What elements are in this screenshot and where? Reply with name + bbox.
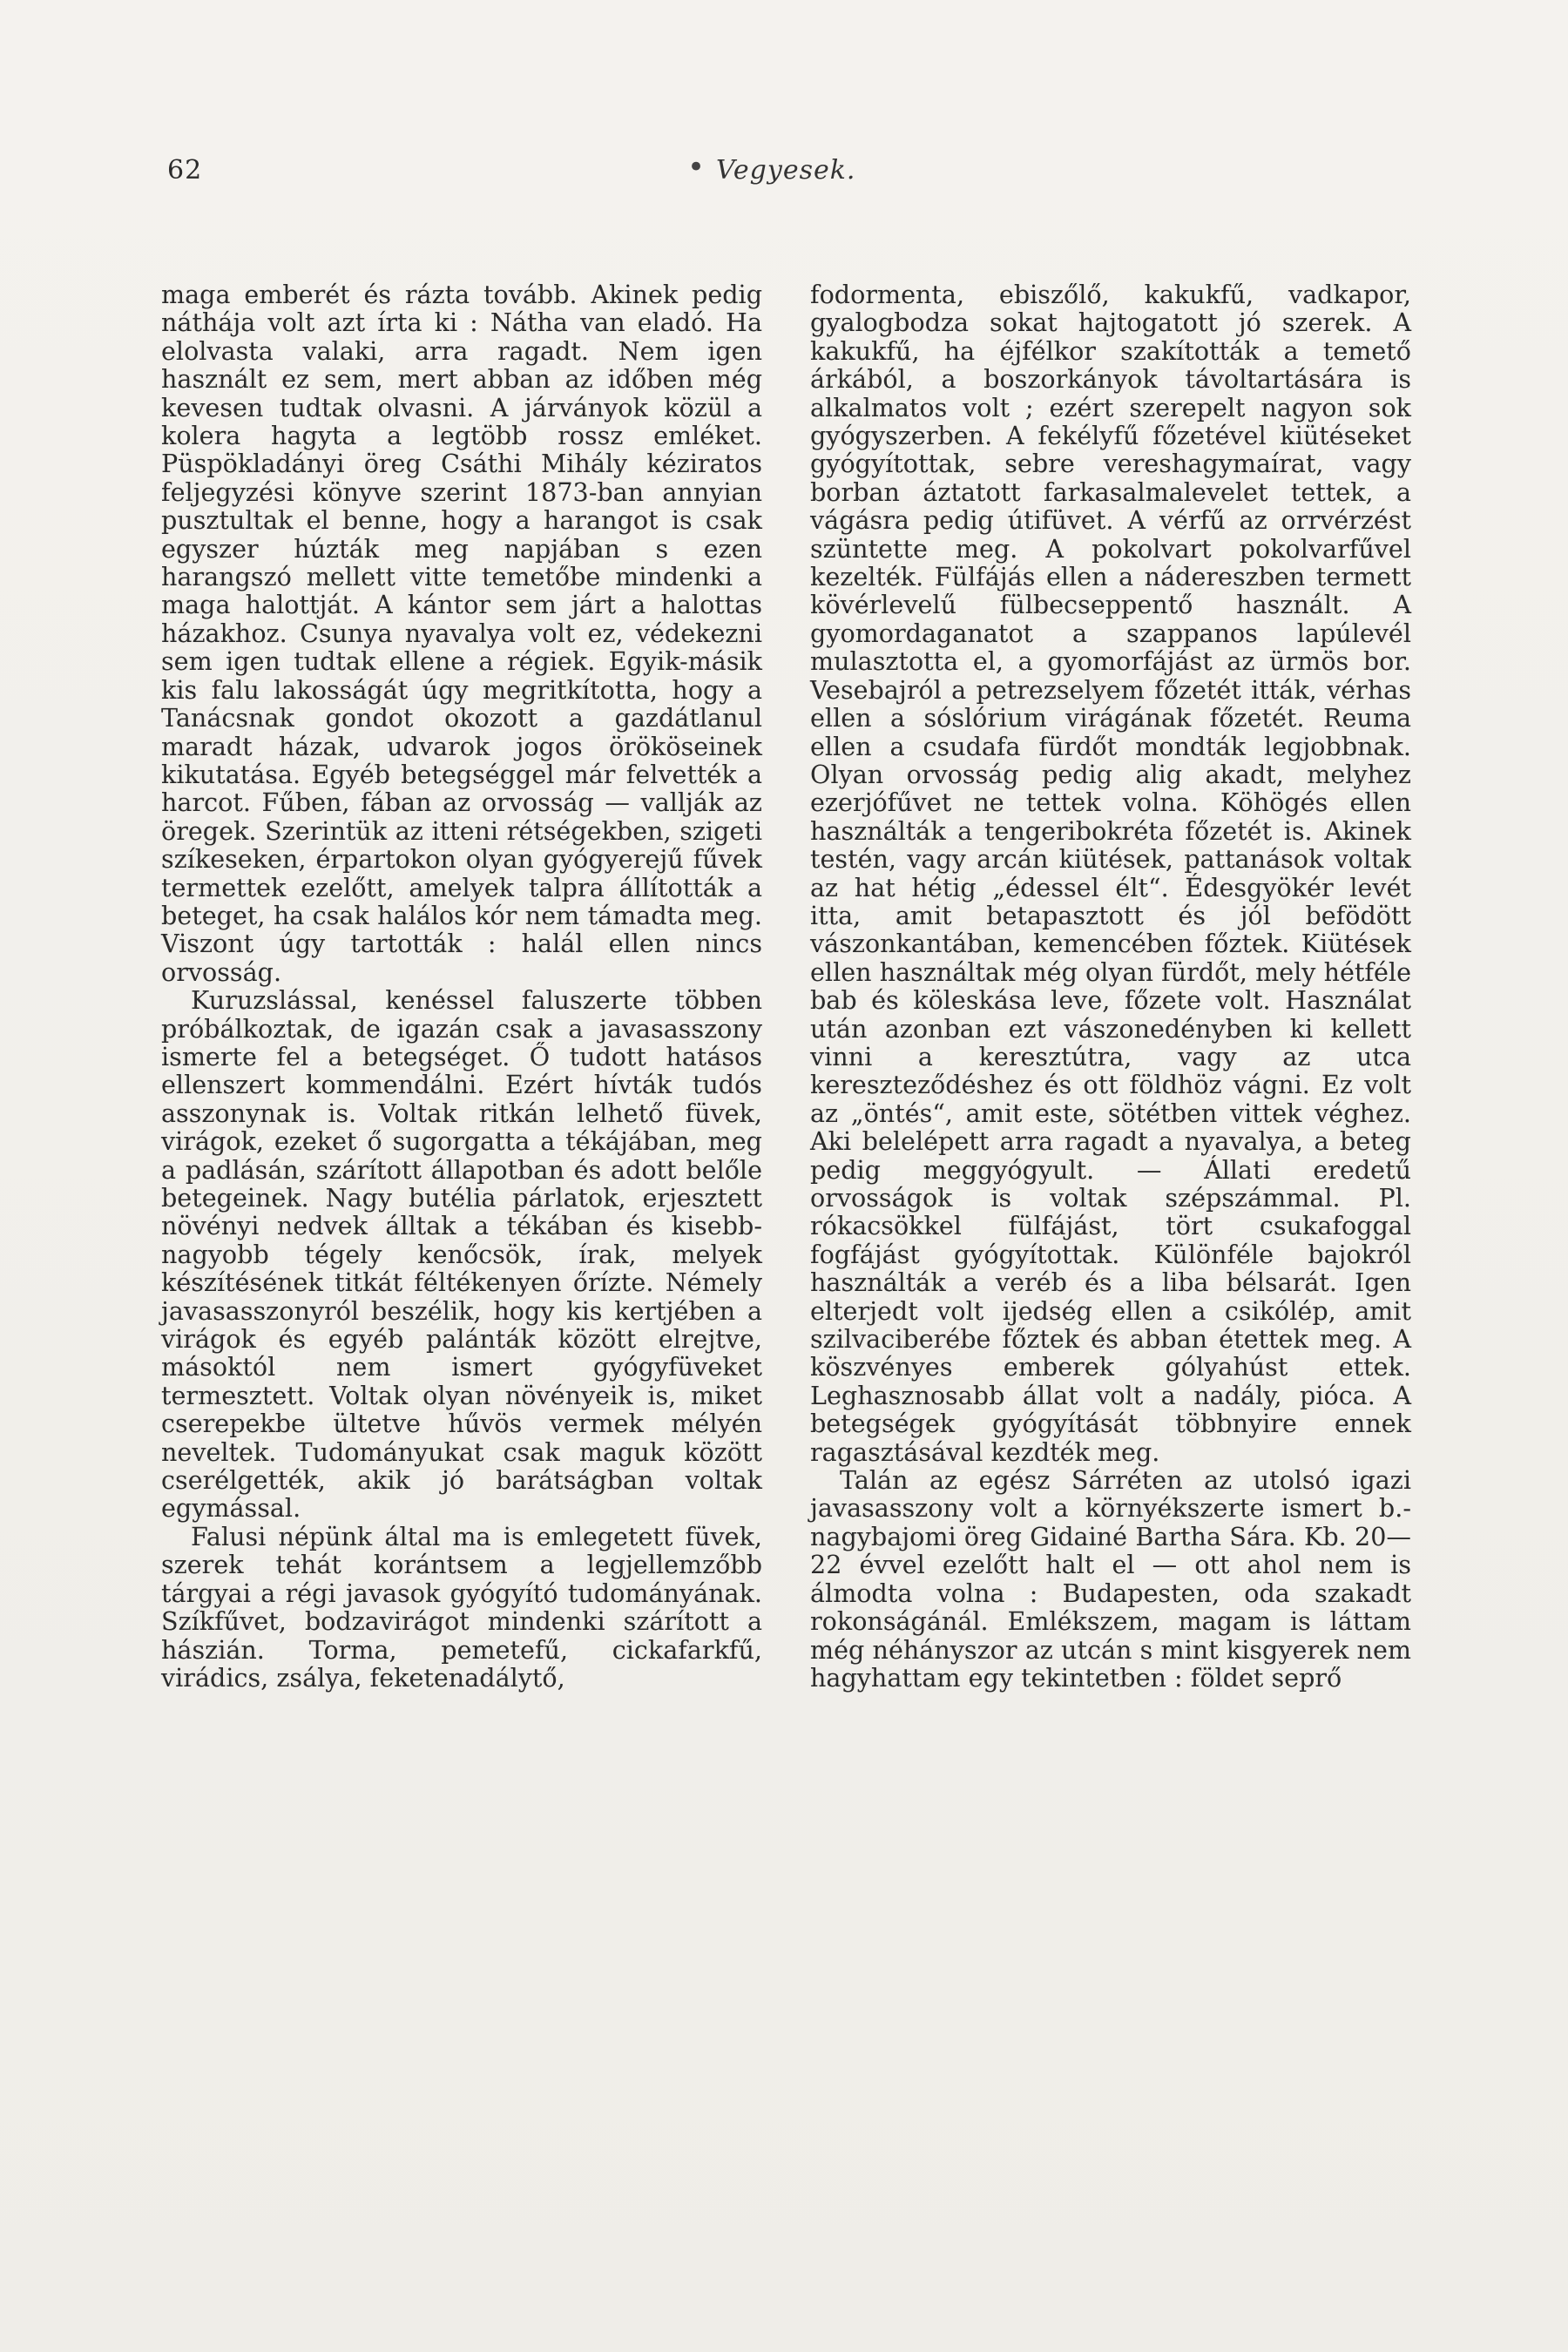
right-column [810, 280, 1411, 1692]
left-column [161, 280, 762, 1692]
paragraph: Talán az egész Sárréten az utolsó igazi javasasszony volt a környékszerte ismert b.-nagybajomi öreg Gidainé Bartha Sára. Kb. 20—22 évvel ezelőtt halt el — ott ahol nem is álmodta volna : Budapesten, oda szakadt rokonságánál. Emlékszem, magam is láttam még néhányszor az utcán s mint kisgyerek nem hagyhattam egy tekintetben : földet seprő [810, 1465, 1411, 1693]
paragraph: Falusi népünk által ma is emlegetett füvek, szerek tehát korántsem a legjellemzőbb tárgyai a régi javasok gyógyító tudományának. Szíkfűvet, bodzavirágot mindenki szárított a hászián. Torma, pemetefű, cickafarkfű, virádics, zsálya, feketenadálytő, [161, 1521, 762, 1693]
header-separator: • [687, 150, 706, 185]
paragraph: Kuruzslással, kenéssel faluszerte többen próbálkoztak, de igazán csak a javasasszony ismerte fel a betegséget. Ő tudott hatásos ellenszert kommendálni. Ezért hívták tudós asszonynak is. Voltak ritkán lelhető füvek, virágok, ezeket ő sugorgatta a tékájában, meg a padlásán, szárított állapotban és adott belőle betegeinek. Nagy butélia párlatok, erjesztett növényi nedvek álltak a tékában és kisebb-nagyobb tégely kenőcsök, írak, melyek készítésének titkát féltékenyen őrízte. Némely javasasszonyról beszélik, hogy kis kertjében a virágok és egyéb palánták között elrejtve, másoktól nem ismert gyógyfüveket termesztett. Voltak olyan növényeik is, miket cserepekbe ültetve hűvös vermek mélyén neveltek. Tudományukat csak maguk között cserélgették, akik jó barátságban voltak egymással. [161, 985, 762, 1524]
paragraph: fodormenta, ebiszőlő, kakukfű, vadkapor, gyalogbodza sokat hajtogatott jó szerek. A kakukfű, ha éjfélkor szakították a temető árkából, a boszorkányok távoltartására is alkalmatos volt ; ezért szerepelt nagyon sok gyógyszerben. A fekélyfű főzetével kiütéseket gyógyítottak, sebre vereshagymaírat, vagy borban áztatott farkasalmalevelet tettek, a vágásra pedig útifüvet. A vérfű az orrvérzést szüntette meg. A pokolvart pokolvarfűvel kezelték. Fülfájás ellen a nádereszben termett kövérlevelű fülbecseppentő használt. A gyomordaganatot a szappanos lapúlevél mulasztotta el, a gyomorfájást az ürmös bor. Vesebajról a petrezselyem főzetét itták, vérhas ellen a sóslórium virágának főzetét. Reuma ellen a csudafa fürdőt mondták legjobbnak. Olyan orvosság pedig alig akadt, melyhez ezerjófűvet ne tettek volna. Köhögés ellen használták a tengeribokréta főzetét is. Akinek testén, vagy arcán kiütések, pattanások voltak az hat hétig „édessel élt“. Édesgyökér levét itta, amit betapasztott és jól befödött vászonkantában, kemencében főztek. Kiütések ellen használtak még olyan fürdőt, mely hétféle bab és köleskása leve, főzete volt. Használat után azonban ezt vászonedényben ki kellett vinni a keresztútra, vagy az utca kereszteződéshez és ott földhöz vágni. Ez volt az „öntés“, amit este, sötétben vittek véghez. Aki belelépett arra ragadt a nyavalya, a beteg pedig meggyógyult. — Állati eredetű orvosságok is voltak szépszámmal. Pl. rókacsökkel fülfájást, tört csukafoggal fogfájást gyógyítottak. Különféle bajokról használták a veréb és a liba bélsarát. Igen elterjedt volt ijedség ellen a csikólép, amit szilvaciberébe főztek és abban étettek meg. A köszvényes emberek gólyahúst ettek. Leghasznosabb állat volt a nadály, pióca. A betegségek gyógyítását többnyire ennek ragasztásával kezdték meg. [810, 280, 1411, 1467]
running-title: Vegyesek. [716, 155, 856, 186]
paragraph: maga emberét és rázta tovább. Akinek pedig náthája volt azt írta ki : Nátha van eladó. Ha elolvasta valaki, arra ragadt. Nem igen használt ez sem, mert abban az időben még kevesen tudtak olvasni. A járványok közül a kolera hagyta a legtöbb rossz emléket. Püspökladányi öreg Csáthi Mihály kéziratos feljegyzési könyve szerint 1873-ban annyian pusztultak el benne, hogy a harangot is csak egyszer húzták meg napjában s ezen harangszó mellett vitte temetőbe mindenki a maga halottját. A kántor sem járt a halottas házakhoz. Csunya nyavalya volt ez, védekezni sem igen tudtak ellene a régiek. Egyik-másik kis falu lakosságát úgy megritkította, hogy a Tanácsnak gondot okozott a gazdátlanul maradt házak, udvarok jogos örököseinek kikutatása. Egyéb betegséggel már felvették a harcot. Fűben, fában az orvosság — vallják az öregek. Szerintük az itteni rétségekben, szigeti szíkeseken, érpartokon olyan gyógyerejű fűvek termettek ezelőtt, amelyek talpra állították a beteget, ha csak halálos kór nem támadta meg. Viszont úgy tartották : halál ellen nincs orvosság. [161, 280, 762, 987]
page-number: 62 [167, 155, 203, 186]
page-header [167, 150, 1430, 199]
